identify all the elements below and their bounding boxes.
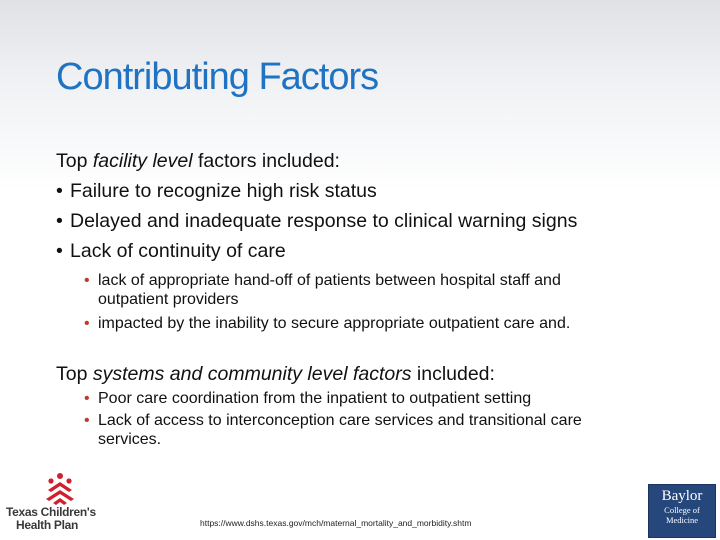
bullet-text: Delayed and inadequate response to clinical warning signs [70, 210, 578, 232]
slide-title: Contributing Factors [56, 56, 379, 98]
baylor-line1: College of [664, 505, 700, 515]
sub-bullet-text-cont: services. [98, 431, 162, 448]
sub-bullet-item [56, 271, 696, 309]
sub-bullet-glyph: • [84, 412, 90, 429]
bullet-glyph: • [56, 210, 63, 232]
intro-line [56, 146, 696, 176]
people-heart-icon [40, 472, 80, 506]
sub-bullet-glyph: • [84, 390, 90, 407]
bullet-text: Lack of continuity of care [70, 240, 286, 262]
baylor-line2: Medicine [665, 515, 699, 525]
sub-bullet-glyph: • [84, 315, 90, 332]
bullet-item [56, 236, 696, 266]
systems-prefix: Top [56, 363, 93, 385]
systems-intro-line [56, 359, 696, 389]
logo-line1: Texas Children's [6, 505, 96, 519]
intro-suffix: factors included: [192, 150, 340, 172]
intro-prefix: Top [56, 150, 93, 172]
sub-bullet-text-cont: outpatient providers [98, 291, 239, 308]
systems-suffix: included: [411, 363, 495, 385]
bullet-text: Failure to recognize high risk status [70, 180, 377, 202]
baylor-name: Baylor [661, 488, 703, 504]
baylor-college-logo [648, 484, 716, 538]
sub-bullet-text: lack of appropriate hand-off of patients between hospital staff and [98, 272, 561, 289]
source-url: https://www.dshs.texas.gov/mch/maternal_mortality_and_morbidity.shtm [200, 518, 472, 528]
systems-sub-bullet-list [56, 389, 696, 449]
sub-bullet-list [56, 271, 696, 333]
bullet-item [56, 206, 696, 236]
bullet-glyph: • [56, 180, 63, 202]
texas-childrens-wordmark [6, 506, 116, 532]
texas-childrens-logo [6, 472, 116, 536]
bullet-item [56, 176, 696, 206]
bullet-glyph: • [56, 240, 63, 262]
slide-body [56, 146, 696, 449]
sub-bullet-glyph: • [84, 272, 90, 289]
intro-emphasis: facility level [92, 150, 193, 172]
sub-bullet-text: Lack of access to interconception care services and transitional care [98, 412, 582, 429]
sub-bullet-text: Poor care coordination from the inpatient to outpatient setting [98, 390, 532, 407]
logo-line2: Health Plan [16, 518, 79, 532]
systems-emphasis: systems and community level factors [92, 363, 412, 385]
sub-bullet-item [56, 389, 696, 408]
sub-bullet-text: impacted by the inability to secure appropriate outpatient care and. [98, 315, 571, 332]
sub-bullet-item [56, 314, 696, 333]
sub-bullet-item [56, 411, 696, 449]
